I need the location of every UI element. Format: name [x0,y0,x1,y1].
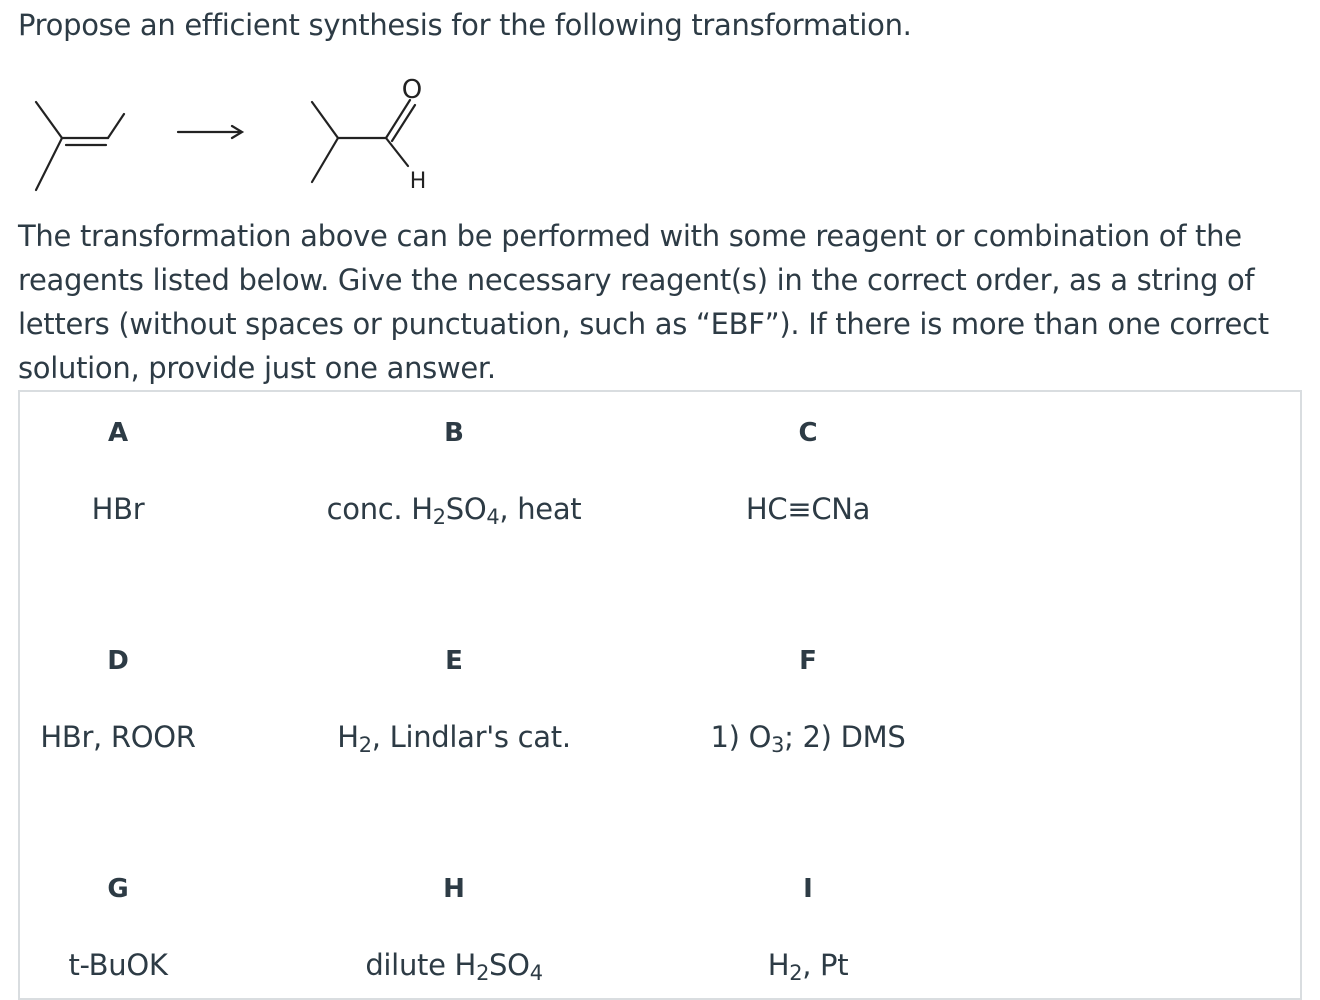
reagent-letter-g: G [107,874,129,904]
reagent-value-h: dilute $H_2SO_4$ [365,948,543,986]
question-title: Propose an efficient synthesis for the following transformation. [18,8,912,42]
starting-bond-2 [36,138,62,190]
reagent-value-g: t-BuOK [68,948,168,982]
reagent-table [18,390,1302,1000]
reagent-letter-a: A [107,418,129,448]
product-bond-2 [312,138,338,182]
starting-bond-1 [36,102,62,138]
reagent-letter-e: E [445,646,463,676]
reagent-letter-i: I [803,874,813,904]
reagent-value-e: $H_2$, Lindlar's cat. [337,720,571,758]
reagent-letter-h: H [443,874,465,904]
reagent-value-a: HBr [91,492,145,526]
product-bond-1 [312,102,338,138]
starting-bond-3 [108,114,124,138]
reagent-value-i: $H_2$, Pt [767,948,849,986]
reagent-letter-d: D [107,646,129,676]
reagent-value-c: HC≡CNa [745,492,871,526]
reagent-letter-f: F [799,646,817,676]
reagent-value-b: conc. $H_2SO_4$, heat [326,492,582,530]
instructions-text: The transformation above can be performed with some reagent or combination of the reagents listed below. Give the necessary reagent(s) in the correct order, as a string of letters (without spaces or punctuation, such as “EBF”). If there is more than one correct solution, provide just one answer. [18,219,1269,385]
product-hydrogen-label: H [409,169,427,194]
product-ch-bond [386,138,408,166]
reaction-scheme [0,70,460,200]
reagent-value-d: HBr, ROOR [40,720,196,754]
reagent-letter-c: C [798,418,818,448]
reagent-value-f: 1) $O_3$; 2) DMS [710,720,906,758]
product-oxygen-label: O [401,75,423,105]
reagent-letter-b: B [444,418,464,448]
